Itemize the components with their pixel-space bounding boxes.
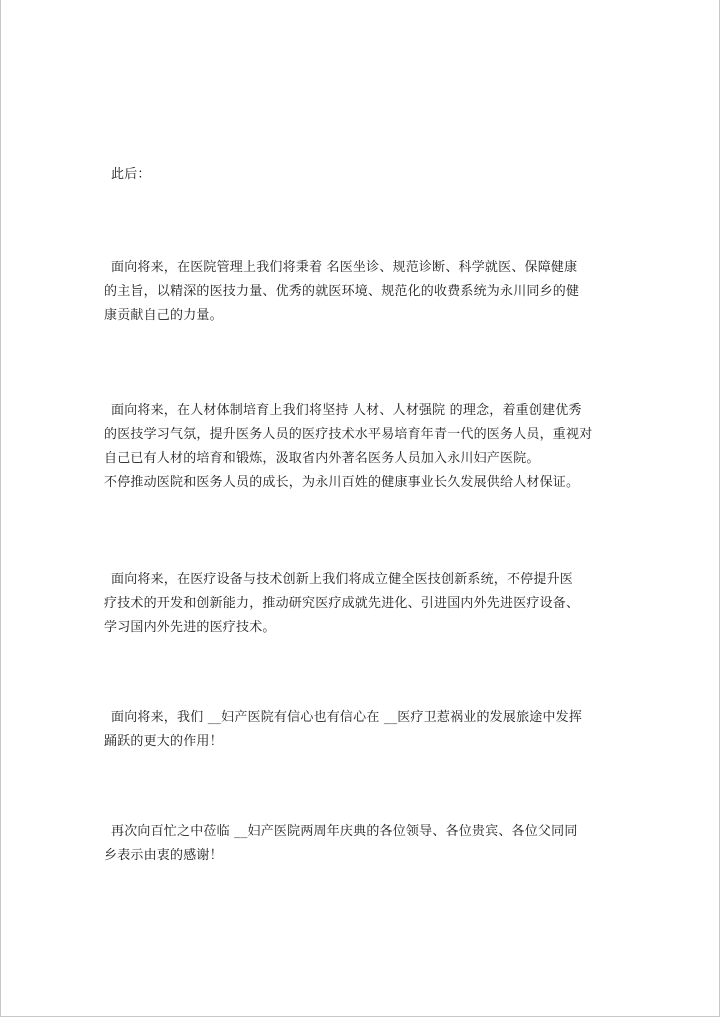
paragraph-line: 康贡献自己的力量。	[104, 308, 223, 323]
paragraph-line: 面向将来，在人材体制培育上我们将坚持 人材、人材强院 的理念，着重创建优秀	[111, 403, 582, 418]
paragraph-equipment-innovation	[104, 568, 624, 640]
paragraph-line: 不停推动医院和医务人员的成长，为永川百姓的健康事业长久发展供给人材保证。	[104, 475, 580, 490]
paragraph-line: 学习国内外先进的医疗技术。	[104, 620, 276, 635]
paragraph-talent-training	[104, 399, 624, 495]
paragraph-line: 的医技学习气氛，提升医务人员的医疗技术水平易培育年青一代的医务人员，重视对	[104, 427, 593, 442]
paragraph-line: 面向将来，我们 __妇产医院有信心也有信心在 __医疗卫惹祸业的发展旅途中发挥	[111, 710, 583, 725]
heading-text	[104, 163, 624, 187]
paragraph-line: 踊跃的更大的作用！	[104, 734, 223, 749]
paragraph-confidence	[104, 706, 624, 754]
paragraph-line: 面向将来，在医疗设备与技术创新上我们将成立健全医技创新系统，不停提升医	[111, 572, 574, 587]
paragraph-line: 疗技术的开发和创新能力，推动研究医疗成就先进化、引进国内外先进医疗设备、	[104, 596, 580, 611]
paragraph-line: 的主旨，以精深的医技力量、优秀的就医环境、规范化的收费系统为永川同乡的健	[104, 284, 580, 299]
paragraph-line: 面向将来，在医院管理上我们将秉着 名医坐诊、规范诊断、科学就医、保障健康	[111, 260, 578, 275]
paragraph-line: 自己已有人材的培育和锻炼，汲取省内外著名医务人员加入永川妇产医院。	[104, 451, 540, 466]
paragraph-thanks	[104, 820, 624, 868]
paragraph-hospital-management	[104, 256, 624, 328]
heading-line: 此后：	[111, 167, 151, 182]
paragraph-line: 再次向百忙之中莅临 __妇产医院两周年庆典的各位领导、各位贵宾、各位父同同	[111, 824, 578, 839]
paragraph-line: 乡表示由衷的感谢！	[104, 848, 223, 863]
